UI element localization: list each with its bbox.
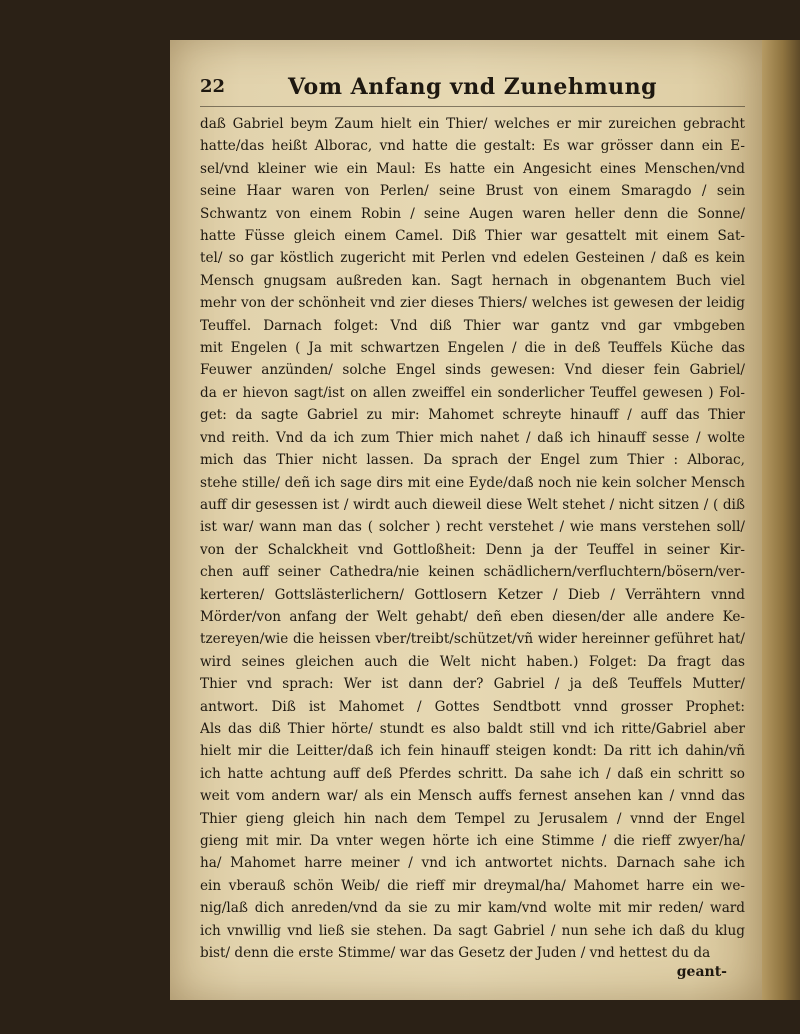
text-line: Thier gieng gleich hin nach dem Tempel zu Jerusalem / vnnd der Engel <box>200 810 745 827</box>
text-line: Schwantz von einem Robin / seine Augen waren heller denn die Sonne/ <box>200 205 745 222</box>
text-line: ha/ Mahomet harre meiner / vnd ich antwortet nichts. Darnach sahe ich <box>200 855 745 872</box>
text-line: weit vom andern war/ als ein Mensch auffs fernest ansehen kan / vnnd das <box>200 788 745 805</box>
text-line: Mensch gnugsam außreden kan. Sagt hernach in obgenantem Buch viel <box>200 272 745 289</box>
text-line: Mörder/von anfang der Welt gehabt/ deñ eben diesen/der alle andere Ke- <box>200 608 745 625</box>
page-number: 22 <box>200 76 226 97</box>
text-line: bist/ denn die erste Stimme/ war das Gesetz der Juden / vnd hettest du da <box>200 945 711 962</box>
text-line: da er hievon sagt/ist on allen zweiffel ein sonderlicher Teuffel gewesen ) Fol- <box>200 384 745 401</box>
text-line: seine Haar waren von Perlen/ seine Brust von einem Smaragdo / sein <box>200 183 745 200</box>
text-line: mich das Thier nicht lassen. Da sprach der Engel zum Thier : Alborac, <box>200 452 745 469</box>
text-line: wird seines gleichen auch die Welt nicht haben.) Folget: Da fragt das <box>200 653 745 670</box>
text-line: auff dir gesessen ist / wirdt auch dieweil diese Welt stehet / nicht sitzen / ( diß <box>200 496 745 513</box>
text-line: nig/laß dich anreden/vnd da sie zu mir kam/vnd wolte mit mir reden/ ward <box>200 900 745 917</box>
text-line: sel/vnd kleiner wie ein Maul: Es hatte ein Angesicht eines Menschen/vnd <box>200 160 745 177</box>
text-line: vnd reith. Vnd da ich zum Thier mich nahet / daß ich hinauff sesse / wolte <box>200 429 745 446</box>
body-text <box>200 113 745 964</box>
text-line: Thier vnd sprach: Wer ist dann der? Gabriel / ja deß Teuffels Mutter/ <box>200 676 745 693</box>
text-line: stehe stille/ deñ ich sage dirs mit eine Eyde/daß noch nie kein solcher Mensch <box>200 474 745 491</box>
text-line: von der Schalckheit vnd Gottloßheit: Denn ja der Teuffel in seiner Kir- <box>200 541 745 558</box>
running-head: Vom Anfang vnd Zunehmung <box>288 74 657 100</box>
text-line: mehr von der schönheit vnd zier dieses Thiers/ welches ist gewesen der leidig <box>200 295 745 312</box>
text-line: Teuffel. Darnach folget: Vnd diß Thier war gantz vnd gar vmbgeben <box>200 317 745 334</box>
text-line: kerteren/ Gottslästerlichern/ Gottlosern Ketzer / Dieb / Verrähtern vnnd <box>200 586 745 603</box>
text-line: ich vnwillig vnd ließ sie stehen. Da sagt Gabriel / nun sehe ich daß du klug <box>200 922 745 939</box>
text-line: gieng mit mir. Da vnter wegen hörte ich eine Stimme / die rieff zwyer/ha/ <box>200 833 745 849</box>
text-line: ein vberauß schön Weib/ die rieff mir dreymal/ha/ Mahomet harre ein we- <box>200 877 745 894</box>
text-line: get: da sagte Gabriel zu mir: Mahomet schreyte hinauff / auff das Thier <box>200 407 745 424</box>
text-line: mit Engelen ( Ja mit schwartzen Engelen / die in deß Teuffels Küche das <box>200 340 745 357</box>
text-line: tzereyen/wie die heissen vber/treibt/schützet/vñ wider hereinner geführet hat/ <box>200 631 745 648</box>
text-line: ist war/ wann man das ( solcher ) recht verstehet / wie mans verstehen soll/ <box>200 519 745 536</box>
text-line: Als das diß Thier hörte/ stundt es also baldt still vnd ich ritte/Gabriel aber <box>200 720 745 737</box>
catchword: geant- <box>676 964 727 981</box>
page-header <box>200 72 745 107</box>
text-line: hatte Füsse gleich einem Camel. Diß Thier war gesattelt mit einem Sat- <box>200 228 745 245</box>
text-line: chen auff seiner Cathedra/nie keinen schädlichern/verfluchtern/bösern/ver- <box>200 564 745 581</box>
text-line: Feuwer anzünden/ solche Engel sinds gewesen: Vnd dieser fein Gabriel/ <box>200 362 745 379</box>
text-line: hielt mir die Leitter/daß ich fein hinauff steigen kondt: Da ritt ich dahin/vñ <box>200 743 745 760</box>
text-page <box>200 72 745 980</box>
text-line: tel/ so gar köstlich zugericht mit Perlen vnd edelen Gesteinen / daß es kein <box>200 250 745 267</box>
book-edge <box>762 40 800 1000</box>
text-line: antwort. Diß ist Mahomet / Gottes Sendtbott vnnd grosser Prophet: <box>200 698 745 715</box>
text-line: ich hatte achtung auff deß Pferdes schritt. Da sahe ich / daß ein schritt so <box>200 765 745 782</box>
text-line: daß Gabriel beym Zaum hielt ein Thier/ welches er mir zureichen gebracht <box>200 116 745 132</box>
text-line: hatte/das heißt Alborac, vnd hatte die gestalt: Es war grösser dann ein E- <box>200 138 745 155</box>
